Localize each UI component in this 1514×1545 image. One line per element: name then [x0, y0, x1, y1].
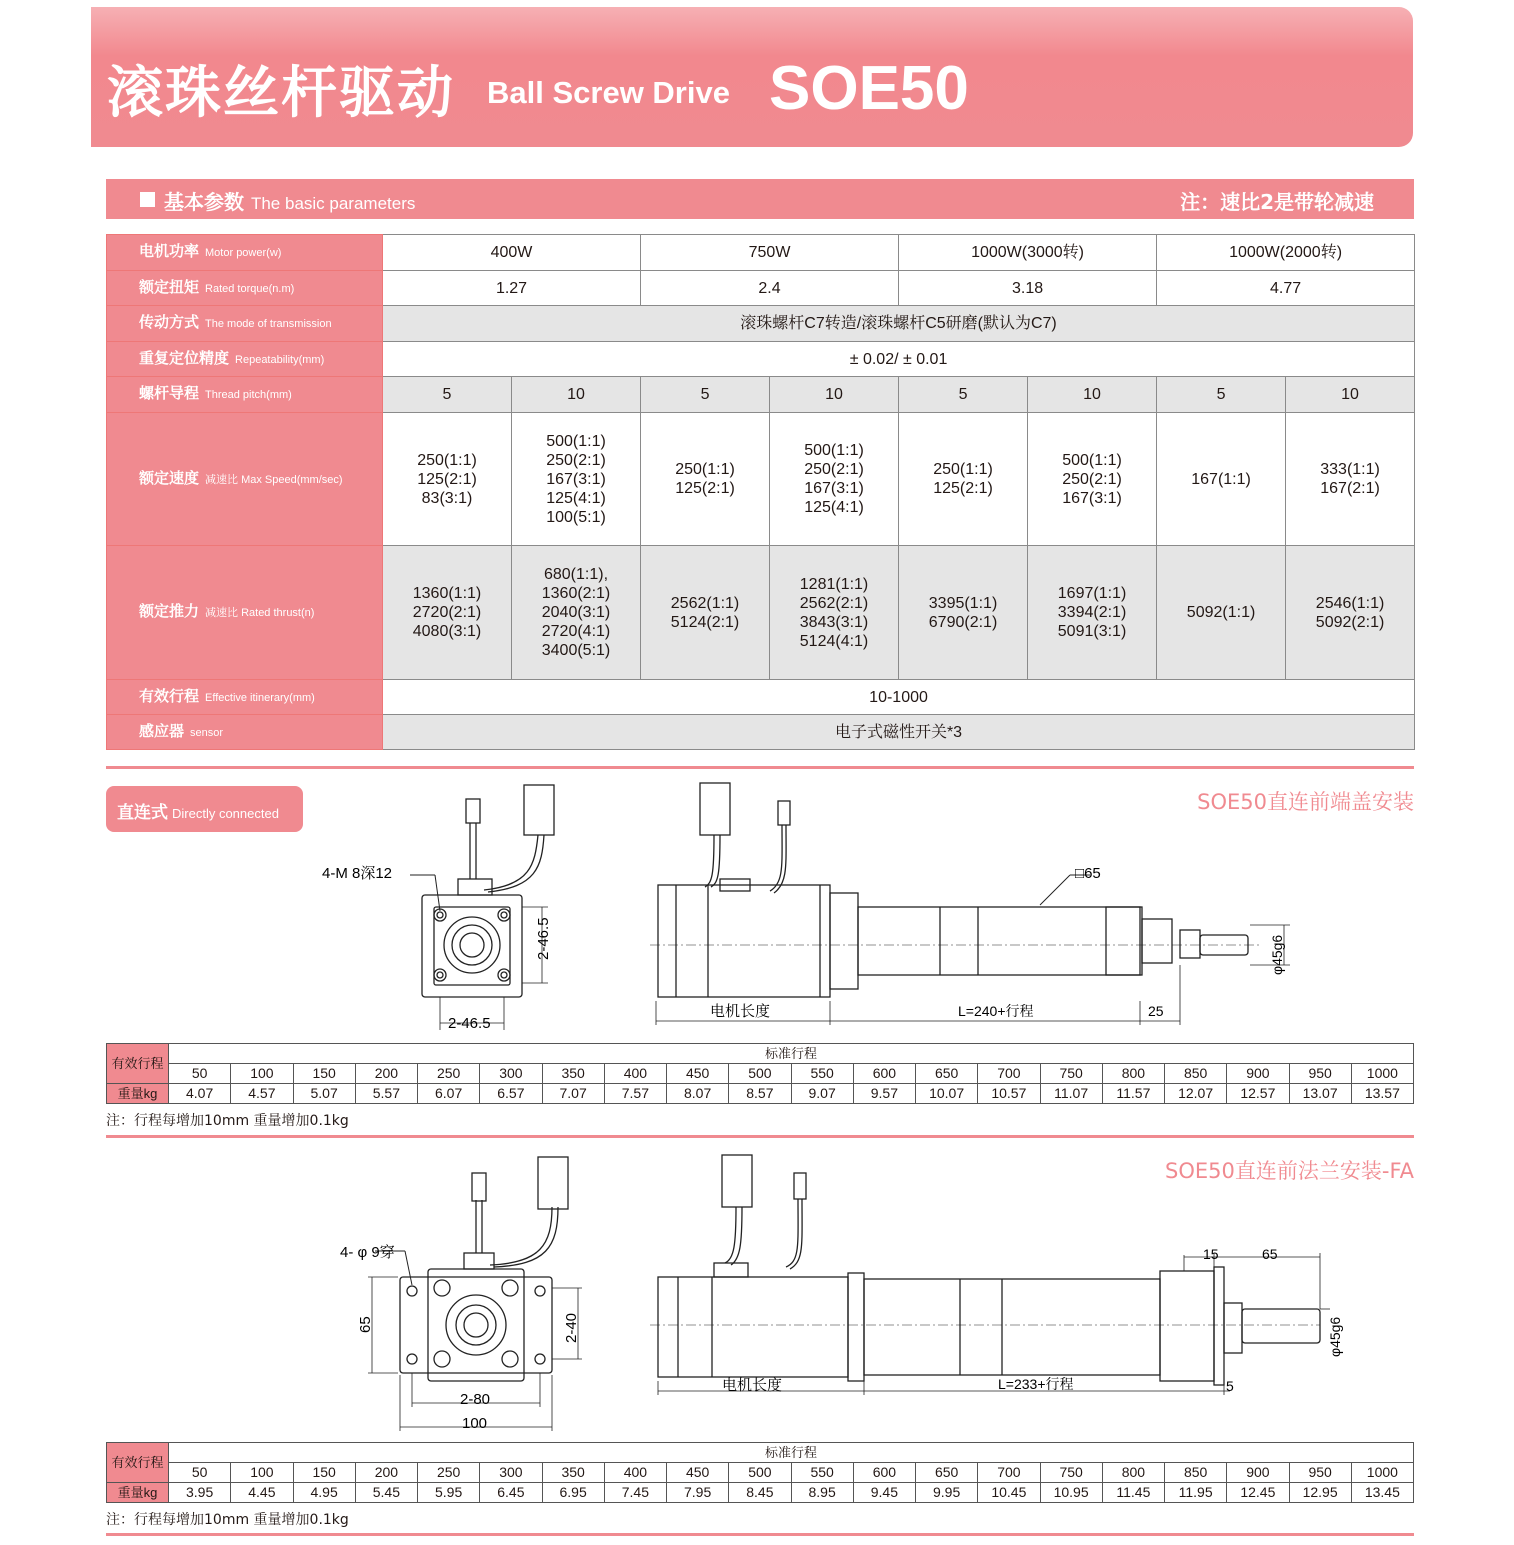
row-stroke: 有效行程 Effective itinerary(mm) 10-1000	[107, 680, 1415, 715]
stroke-cell: 800	[1102, 1064, 1164, 1084]
d65-dim: 65	[1262, 1246, 1278, 1262]
header-banner	[91, 7, 1413, 147]
weight-cell: 10.07	[916, 1084, 978, 1104]
cell-line: 1360(2:1)	[541, 585, 611, 602]
stroke-cell: 300	[480, 1463, 542, 1483]
weight-cell: 8.45	[729, 1483, 791, 1503]
weight-cell: 4.45	[231, 1483, 293, 1503]
weight-cell: 4.57	[231, 1084, 293, 1104]
stroke-cell: 300	[480, 1064, 542, 1084]
weight-cell: 11.57	[1102, 1084, 1164, 1104]
stroke-cell: 900	[1227, 1463, 1289, 1483]
weight-cell: 11.45	[1102, 1483, 1164, 1503]
stroke-cell: 450	[667, 1064, 729, 1084]
row-repeatability: 重复定位精度 Repeatability(mm) ± 0.02/ ± 0.01	[107, 342, 1415, 377]
weight-cell: 7.95	[667, 1483, 729, 1503]
length-dim: L=233+行程	[998, 1376, 1074, 1392]
section2-title: SOE50直连前法兰安装-FA	[1165, 1159, 1414, 1183]
weight-cell: 5.57	[355, 1084, 417, 1104]
cell-line: 2720(4:1)	[541, 623, 611, 640]
cell-line: 500(1:1)	[546, 432, 606, 450]
stroke-cell: 550	[791, 1463, 853, 1483]
weight-cell: 7.57	[604, 1084, 666, 1104]
weight-cell: 12.95	[1289, 1483, 1351, 1503]
stroke-cell: 850	[1165, 1064, 1227, 1084]
stroke-cell: 400	[604, 1463, 666, 1483]
weight-cell: 13.07	[1289, 1084, 1351, 1104]
cell-line: 167(1:1)	[1191, 470, 1251, 488]
weight-cell: 10.95	[1040, 1483, 1102, 1503]
stroke-cell: 100	[231, 1064, 293, 1084]
row-pitch: 螺杆导程 Thread pitch(mm) 5 10 5 10 5 10 5 10	[107, 377, 1415, 413]
parameters-table	[106, 234, 1415, 750]
title-en: Ball Screw Drive	[487, 75, 730, 110]
cell-line: 2562(2:1)	[799, 594, 869, 612]
stroke-cell: 700	[978, 1064, 1040, 1084]
side-v-dim: 2-46.5	[535, 917, 552, 960]
weight-cell: 6.95	[542, 1483, 604, 1503]
side-h-dim: 2-46.5	[448, 1015, 491, 1032]
stroke-cell: 600	[853, 1064, 915, 1084]
cell-line: 3843(3:1)	[799, 613, 869, 631]
stroke-cell: 500	[729, 1064, 791, 1084]
stroke-cell: 1000	[1351, 1064, 1413, 1084]
square-bullet-icon	[140, 192, 155, 207]
weight-cell: 5.95	[418, 1483, 480, 1503]
stroke-cell: 350	[542, 1463, 604, 1483]
cell-line: 5092(1:1)	[1186, 604, 1256, 621]
model-name: SOE50	[769, 54, 969, 123]
weight-table-1: 有效行程 标准行程 50 100 150 200 250 300 350 400 450 500 550 600 650 700 750 800 850 900 950 1000 重量kg 4.07 4.57 5.07 5.57 6.07 6.57 7.07 7.57 8.07 8.57 9.07 9.57 10.07 10.57 11.07 11.57 12.07 12.57 13.07 13.57	[106, 1043, 1414, 1104]
cell-line: 125(4:1)	[804, 499, 864, 516]
weight-cell: 12.07	[1165, 1084, 1227, 1104]
stroke-cell: 500	[729, 1463, 791, 1483]
d15-dim: 15	[1203, 1246, 1219, 1262]
stroke-cell: 650	[916, 1064, 978, 1084]
cell-line: 2546(1:1)	[1315, 594, 1385, 612]
cell-line: 2720(2:1)	[412, 604, 482, 621]
stroke-cell: 250	[418, 1064, 480, 1084]
front-cover-mount-drawing	[300, 775, 1300, 1040]
divider	[106, 1135, 1414, 1138]
cell-line: 167(2:1)	[1320, 480, 1380, 497]
cell-line: 2040(3:1)	[541, 604, 611, 621]
end-dim: 25	[1148, 1003, 1164, 1019]
weight-cell: 7.45	[604, 1483, 666, 1503]
left-dim: 65	[357, 1316, 374, 1333]
stroke-cell: 900	[1227, 1064, 1289, 1084]
stroke-cell: 750	[1040, 1463, 1102, 1483]
cell-line: 167(3:1)	[1062, 489, 1122, 507]
front-flange-mount-drawing	[330, 1145, 1343, 1437]
weight-cell: 8.07	[667, 1084, 729, 1104]
end-dim: 5	[1226, 1378, 1234, 1394]
stroke-cell: 400	[604, 1064, 666, 1084]
cell-line: 3395(1:1)	[928, 594, 998, 612]
weight-cell: 6.07	[418, 1084, 480, 1104]
cell-line: 250(1:1)	[933, 461, 993, 478]
cell-line: 100(5:1)	[546, 508, 606, 526]
weight-cell: 9.57	[853, 1084, 915, 1104]
cell-line: 125(2:1)	[675, 480, 735, 497]
cell-line: 2562(1:1)	[670, 594, 740, 612]
bottom2-dim: 100	[462, 1415, 488, 1432]
cell-line: 167(3:1)	[546, 470, 606, 488]
weight-cell: 11.95	[1165, 1483, 1227, 1503]
stroke-cell: 50	[169, 1064, 231, 1084]
cell-line: 250(2:1)	[546, 451, 606, 469]
stroke-cell: 450	[667, 1463, 729, 1483]
stroke-cell: 200	[355, 1064, 417, 1084]
cell-line: 167(3:1)	[804, 480, 864, 497]
weight-cell: 13.45	[1351, 1483, 1413, 1503]
section-title: 基本参数 The basic parameters	[164, 190, 416, 214]
section-note: 注：速比2是带轮减速	[1180, 190, 1374, 214]
cell-line: 333(1:1)	[1320, 461, 1380, 478]
stroke-cell: 950	[1289, 1064, 1351, 1084]
cell-line: 5091(3:1)	[1057, 623, 1127, 640]
cell-line: 1281(1:1)	[799, 575, 869, 593]
cell-line: 3400(5:1)	[541, 642, 611, 659]
cell-line: 1697(1:1)	[1057, 585, 1127, 602]
stroke-cell: 100	[231, 1463, 293, 1483]
stroke-cell: 350	[542, 1064, 604, 1084]
weight-cell: 8.95	[791, 1483, 853, 1503]
weight-cell: 6.57	[480, 1084, 542, 1104]
stroke-cell: 800	[1102, 1463, 1164, 1483]
cell-line: 250(2:1)	[804, 461, 864, 478]
row-torque: 额定扭矩 Rated torque(n.m) 1.27 2.4 3.18 4.77	[107, 271, 1415, 306]
stroke-cell: 200	[355, 1463, 417, 1483]
row-transmission: 传动方式 The mode of transmission 滚珠螺杆C7转造/滚珠螺杆C5研磨(默认为C7)	[107, 306, 1415, 342]
divider	[106, 1533, 1414, 1536]
weight-cell: 12.45	[1227, 1483, 1289, 1503]
weight-cell: 8.57	[729, 1084, 791, 1104]
cell-line: 3394(2:1)	[1057, 604, 1127, 621]
weight-cell: 11.07	[1040, 1084, 1102, 1104]
cell-line: 500(1:1)	[1062, 451, 1122, 469]
cell-line: 125(2:1)	[933, 480, 993, 497]
stroke-cell: 550	[791, 1064, 853, 1084]
stroke-cell: 50	[169, 1463, 231, 1483]
section-bar	[106, 179, 1414, 219]
weight-cell: 5.45	[355, 1483, 417, 1503]
stroke-cell: 150	[293, 1064, 355, 1084]
weight-cell: 9.45	[853, 1483, 915, 1503]
weight-cell: 9.95	[916, 1483, 978, 1503]
cell-line: 125(4:1)	[546, 489, 606, 507]
cell-line: 125(2:1)	[417, 470, 477, 488]
stroke-cell: 700	[978, 1463, 1040, 1483]
cell-line: 4080(3:1)	[412, 623, 482, 640]
hole-dim: 4- φ 9穿	[340, 1244, 395, 1261]
directly-connected-badge: 直连式 Directly connected	[106, 786, 303, 832]
bottom1-dim: 2-80	[460, 1391, 491, 1408]
weight-cell: 6.45	[480, 1483, 542, 1503]
weight-cell: 4.95	[293, 1483, 355, 1503]
motor-length-label: 电机长度	[710, 1003, 771, 1020]
row-power: 电机功率 Motor power(w) 400W 750W 1000W(3000转) 1000W(2000转)	[107, 235, 1415, 271]
note-1: 注：行程每增加10mm 重量增加0.1kg	[106, 1113, 349, 1129]
title-cn: 滚珠丝杆驱动	[107, 61, 455, 126]
cell-line: 5124(2:1)	[670, 613, 740, 631]
right-dim: 2-40	[563, 1312, 580, 1343]
shaft-dim: φ45g6	[1327, 1316, 1343, 1357]
weight-cell: 9.07	[791, 1084, 853, 1104]
shaft-dim: φ45g6	[1269, 934, 1285, 975]
weight-cell: 5.07	[293, 1084, 355, 1104]
stroke-cell: 150	[293, 1463, 355, 1483]
cell-line: 680(1:1),	[543, 566, 609, 583]
section1-title: SOE50直连前端盖安装	[1197, 790, 1414, 814]
row-sensor: 感应器 sensor 电子式磁性开关*3	[107, 715, 1415, 750]
weight-table-2: 有效行程 标准行程 50 100 150 200 250 300 350 400 450 500 550 600 650 700 750 800 850 900 950 1000 重量kg 3.95 4.45 4.95 5.45 5.95 6.45 6.95 7.45 7.95 8.45 8.95 9.45 9.95 10.45 10.95 11.45 11.95 12.45 12.95 13.45	[106, 1442, 1414, 1503]
cell-line: 250(2:1)	[1062, 470, 1122, 488]
row-thrust: 额定推力 减速比 Rated thrust(n) 1360(1:1) 2720(2:1) 4080(3:1) 680(1:1), 1360(2:1) 2040(3:1) 2720(4:1) 3400(5:1) 2562(1:1) 5124(2:1) 1281(1:1) 2562(2:1) 3843(3:1) 5124(4:1) 3395(1:1) 6790(2:1) 1697(1:1) 3394(2:1) 5091(3:1) 5092(1:1) 2546(1:1) 5092(2:1)	[107, 546, 1415, 680]
row-speed: 额定速度 减速比 Max Speed(mm/sec) 250(1:1) 125(2:1) 83(3:1) 500(1:1) 250(2:1) 167(3:1) 125(4:1) 100(5:1) 250(1:1) 125(2:1) 500(1:1) 250(2:1) 167(3:1) 125(4:1) 250(1:1) 125(2:1) 500(1:1) 250(2:1) 167(3:1) 167(1:1) 333(1:1) 167(2:1)	[107, 413, 1415, 546]
tap-dim: 4-M 8深12	[322, 865, 393, 882]
weight-cell: 7.07	[542, 1084, 604, 1104]
length-dim: L=240+行程	[958, 1003, 1034, 1019]
stroke-cell: 850	[1165, 1463, 1227, 1483]
stroke-cell: 1000	[1351, 1463, 1413, 1483]
weight-cell: 10.57	[978, 1084, 1040, 1104]
cell-line: 1360(1:1)	[412, 585, 482, 602]
note-2: 注：行程每增加10mm 重量增加0.1kg	[106, 1512, 349, 1528]
cell-line: 5124(4:1)	[799, 632, 869, 650]
stroke-cell: 250	[418, 1463, 480, 1483]
cell-line: 6790(2:1)	[928, 613, 998, 631]
cell-line: 250(1:1)	[675, 461, 735, 478]
cell-line: 500(1:1)	[804, 442, 864, 459]
square-dim: □65	[1075, 865, 1101, 882]
weight-cell: 3.95	[169, 1483, 231, 1503]
cell-line: 83(3:1)	[421, 489, 473, 507]
stroke-cell: 750	[1040, 1064, 1102, 1084]
weight-cell: 12.57	[1227, 1084, 1289, 1104]
cell-line: 250(1:1)	[417, 451, 477, 469]
stroke-cell: 650	[916, 1463, 978, 1483]
divider	[106, 766, 1414, 769]
weight-cell: 4.07	[169, 1084, 231, 1104]
weight-cell: 13.57	[1351, 1084, 1413, 1104]
motor-length-label: 电机长度	[722, 1377, 783, 1394]
weight-cell: 10.45	[978, 1483, 1040, 1503]
cell-line: 5092(2:1)	[1315, 613, 1385, 631]
stroke-cell: 600	[853, 1463, 915, 1483]
stroke-cell: 950	[1289, 1463, 1351, 1483]
